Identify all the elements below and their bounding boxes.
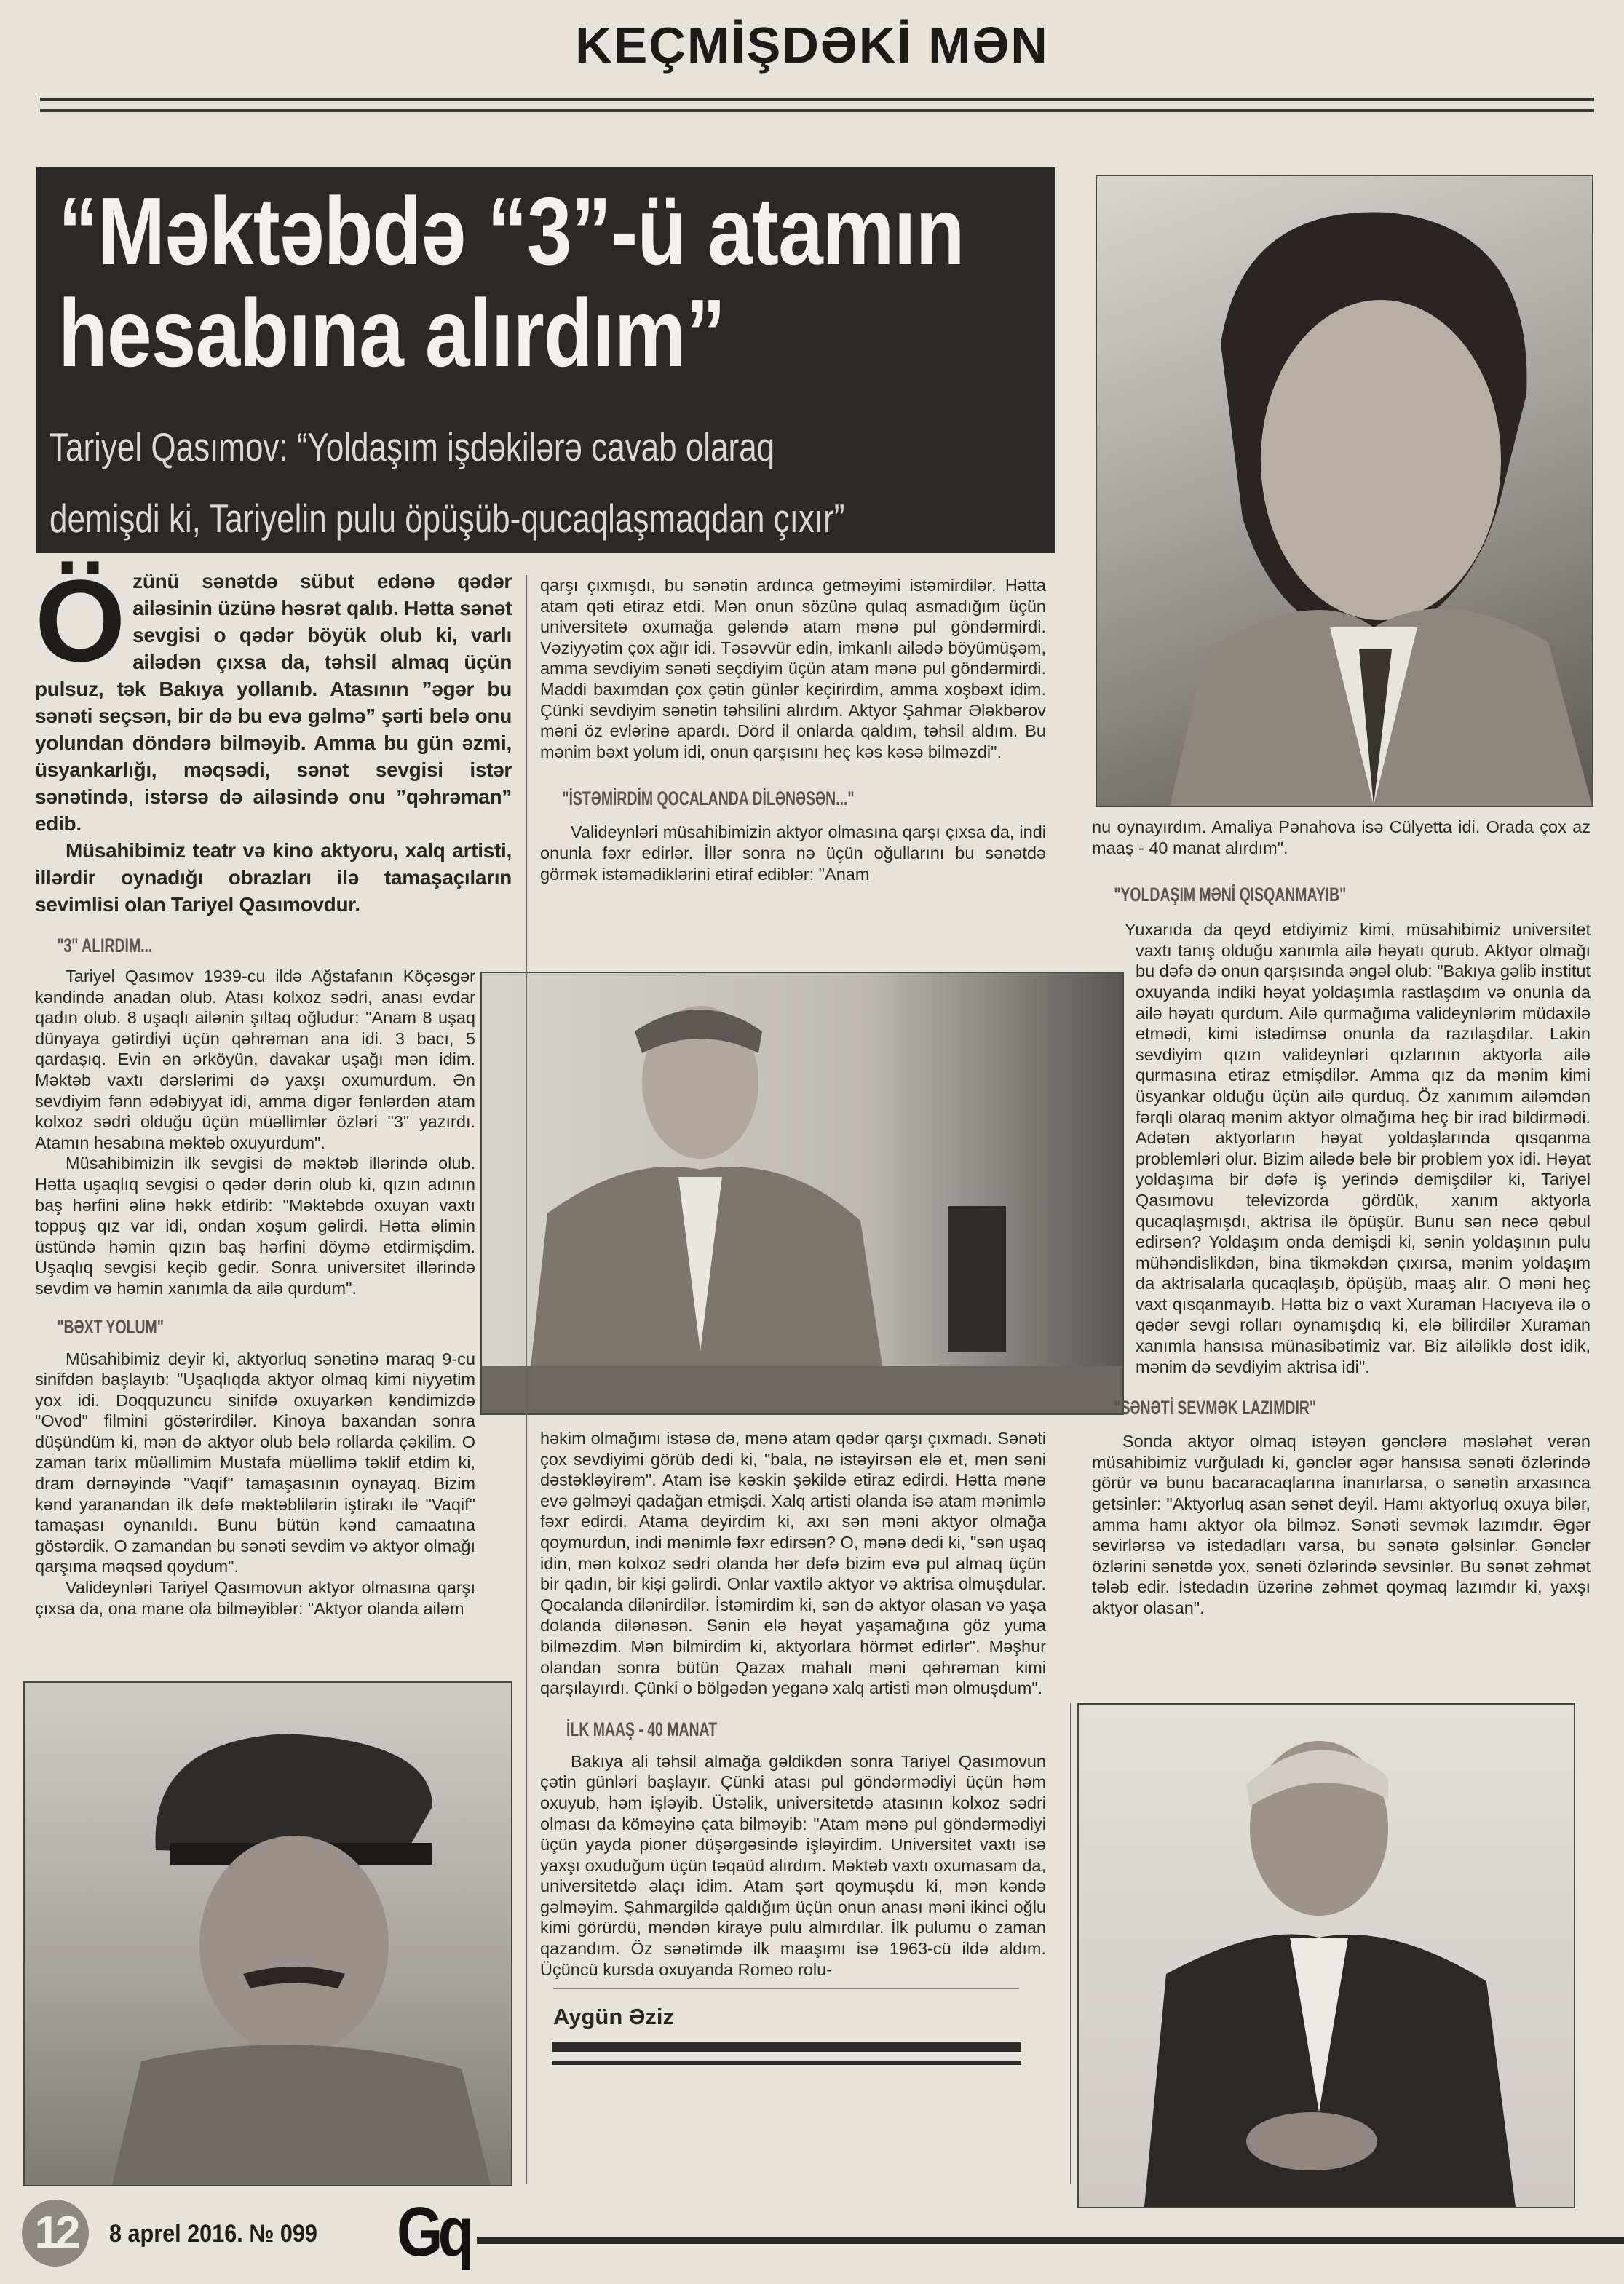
newspaper-logo: Gq: [397, 2193, 470, 2271]
portrait-silhouette-icon: [1097, 176, 1592, 806]
issue-date: 8 aprel 2016. № 099: [109, 2220, 317, 2248]
photo-young-portrait: [1096, 175, 1593, 807]
page-number: 12: [22, 2200, 89, 2267]
headline-line-1: “Məktəbdə “3”-ü atamın: [58, 178, 965, 285]
subheading-seneti-sevmek: "SƏNƏTİ SEVMƏK LAZIMDIR": [1114, 1397, 1317, 1419]
paragraph: Valideynləri Tariyel Qasımovun aktyor olmasına qarşı çıxsa da, ona mane ola bilməyiblər: "Aktyor olanda ailəm: [35, 1578, 475, 1618]
headline-subtitle: [49, 411, 853, 553]
officer-silhouette-icon: [25, 1683, 511, 2185]
column-rule-left: [526, 575, 527, 2184]
lead-text: zünü sənətdə sübut edənə qədər ailəsinin üzünə həsrət qalıb. Hətta sənət sevgisi o qədər böyük olub ki, varlı ailədən çıxsa da, təhsil almaq üçün pulsuz, tək Bakıya yollanıb. Atasının ”əgər bu sənəti seçsən, bir də bu evə gəlmə” şərti belə onu yolundan döndərə bilməyib. Amma bu gün əzmi, üsyankarlığı, məqsədi, sənət sevgisi istər sənətində, istərsə də ailəsində onu ”qəhrəman” edib.: [35, 570, 512, 835]
author-name: Aygün Əziz: [553, 2004, 675, 2030]
paragraph: həkim olmağımı istəsə də, mənə atam qədər qarşı çıxmadı. Sənəti çox sevdiyimi görüb dedi ki, "bala, nə istəyirsən elə et, mən səni dəstəkləyirəm". Atam isə kəskin şəkildə etiraz edirdi. Hətta mənə evə gəlməyi qadağan etmişdi. Xalq artisti olanda isə atam mənimlə fəxr edirdi. Atama deyirdim ki, axı sən məni aktyor olmağa qoymurdun, indi mənimlə fəxr edirsən? O, mənə dedi ki, "sən uşaq idin, mən kolxoz sədri olanda hər dəfə bizim evə pul almaq üçün bir qadın, bir kişi gəlirdi. Onlar vaxtilə aktyor və aktrisa olmuşdular. Qocalanda dilənirdilər. İstəmirdim ki, sən də aktyor olasan və yaşa dolanda dilənəsən. Sənin elə həyat yaşamağına göz yuma bilməzdim. Mən bilmirdim ki, aktyorlara hörmət edirlər". Məşhur olandan sonra bütün Qazax mahalı məni qəhrəman kimi qarşılayırdı. Çünki o bölgədən yeganə xalq artisti mən olmuşdum".: [540, 1429, 1046, 1698]
paragraph: Müsahibimizin ilk sevgisi də məktəb illərində olub. Hətta uşaqlıq sevgisi o qədər dərin olub ki, qızın adının baş hərfini əlinə həkk etdirib: "Məktəbdə oxuyan vaxtı toppuş qız var idi, ondan xoşum gəlirdi. Hətta əlimin üstündə həmin qızın baş hərfini döymə etdirmişdim. Uşaqlıq sevgisi keçib gedir. Sonra universitet illərində sevdim və həmin xanımla da ailə qurdum".: [35, 1154, 475, 1298]
paragraph: nu oynayırdım. Amaliya Pənahova isə Cülyetta idi. Orada çox az maaş - 40 manat alırdım".: [1092, 817, 1591, 857]
subheading-3-alirdim: "3" ALIRDIM...: [57, 935, 153, 956]
subheading-ilk-maas: İLK MAAŞ - 40 MANAT: [566, 1718, 717, 1740]
column-1-body: [35, 934, 475, 1619]
subtitle-line-1: Tariyel Qasımov: “Yoldaşım işdəkilərə cavab olaraq: [49, 424, 775, 469]
smiling-man-silhouette-icon: [1079, 1705, 1574, 2207]
column-rule-right: [1070, 1703, 1071, 2184]
headline: [58, 178, 965, 386]
column-3-body: [1092, 817, 1591, 1619]
column-2-top: [540, 575, 1046, 884]
paragraph: Sonda aktyor olmaq istəyən gənclərə məsləhət verən müsahibimiz vurğuladı ki, gənclər əgər hansısa sənəti özlərində görür və bunu bacaracaqlarına inanırlarsa, o sənətin arxasınca getsinlər: "Aktyorluq asan sənət deyil. Hamı aktyorluq oxuya bilər, amma hamı aktyor ola bilməz. Sənəti sevmək lazımdır. Əgər sevirlərsə və istedadları varsa, bu sənətə gəlsinlər. Gənclər özlərini sənətdə yox, sənəti özlərində sevsinlər. Bu sənət zəhmət tələb edir. İstedadın üzərinə zəhmət qoymaq lazımdır ki, yaxşı aktyor olasan".: [1092, 1432, 1591, 1617]
photo-recent-portrait: [1077, 1703, 1575, 2208]
subheading-bext-yolum: "BƏXT YOLUM": [57, 1315, 164, 1338]
paragraph: Valideynləri müsahibimizin aktyor olmasına qarşı çıxsa da, indi onunla fəxr edirlər. İllər sonra nə üçün oğullarını bu sənətdə görmək istəmədiklərini etiraf ediblər: "Anam: [540, 822, 1046, 884]
lead-text-2: Müsahibimiz teatr və kino aktyoru, xalq artisti, illərdir oynadığı obrazları ilə tamaşaçıların sevimlisi olan Tariyel Qasımovdur.: [35, 839, 512, 916]
drop-cap: Ö: [35, 555, 126, 686]
subheading-istemirdim: "İSTƏMİRDİM QOCALANDA DİLƏNƏSƏN...": [562, 788, 855, 810]
header-rule-top: [40, 98, 1594, 101]
column-2-bottom-wrap: [540, 1428, 1046, 2065]
subheading-yoldasim: "YOLDAŞIM MƏNİ QISQANMAYIB": [1114, 884, 1347, 906]
photo-at-desk: [480, 972, 1124, 1415]
author-bar-thin: [552, 2061, 1021, 2065]
section-title: KEÇMİŞDƏKİ MƏN: [575, 17, 1049, 74]
paragraph: Müsahibimiz deyir ki, aktyorluq sənətinə maraq 9-cu sinifdən başlayıb: "Uşaqlıqda aktyor olmaq kimi niyyətim yox idi. Doqquzuncu sinifdə oxuyarkən kəndimizdə "Ovod" filmini göstərirdilər. Kinoya baxandan sonra düşündüm ki, mən də aktyor olub belə rollarda çəkilim. O zaman tarix müəllimim Mustafa müəllimə təklif etdim ki, dram dərnəyində "Vaqif" tamaşasının oynayaq. Bizim kənd yaranandan ilk dəfə məktəblilərin iştirakı ilə "Vaqif" tamaşası oynanıldı. Bunu bütün kənd camaatına göstərdik. O zamandan bu sənəti sevdim və aktyor olmağı qarşıma məqsəd qoydum".: [35, 1349, 475, 1577]
headline-line-2: hesabına alırdım”: [58, 279, 726, 386]
column-2-bottom: [540, 1428, 1046, 1980]
column-1: [35, 555, 512, 1619]
author-bar-thick: [552, 2042, 1021, 2052]
headline-box: [36, 167, 1055, 553]
paragraph: Yuxarıda da qeyd etdiyimiz kimi, müsahibimiz universitet vaxtı tanış olduğu xanımla ailə həyatı qurub. Aktyor olmağı bu dəfə də onun qarşısında əngəl olub: "Bakıya gəlib institut oxuyanda indiki həyat yoldaşımla rastlaşdım və onunla da ailə həyatı qurdum. Ailə qurmağıma valideynlərim müdaxilə etmədi, kimi istədimsə onunla da razılaşdılar. Lakin sevdiyim qızın valideynləri qızlarının aktyorla ailə qurmasına etiraz etmişdilər. Amma qız da mənim kimi üsyankar olduğu üçün ailə qurduq. Öz xanımım ailəmdən fərqli olaraq mənim aktyor olmağıma heç bir irad bildirmədi. Adətən aktyorların həyat yoldaşlarında qısqanma problemləri olur. Bizim ailədə belə bir problem yox idi. Həyat yoldaşıma bir dəfə iş yerində demişdilər ki, Tariyel Qasımovu televizorda gördük, xanım aktyorla qucaqlaşmışdı, aktrisa ilə öpüşür. Bunu sən necə qəbul edirsən? Yoldaşım onda demişdi ki, sənin yoldaşının pulu mühəndislikdən, bina tikməkdən çıxırsa, mənim yoldaşım da aktrisalarla qucaqlaşıb, öpüşüb, maaş alır. O məni heç vaxt qısqanmayıb. Hətta biz o vaxt Xuraman Hacıyeva ilə o qədər sevgi rolları oynamışdıq ki, elə bilirdilər Xuraman xanımla hansısa münasibətimiz var. Biz ailəliklə dost idik, mənim də sevdiyim aktrisa idi".: [1125, 920, 1591, 1376]
paragraph: qarşı çıxmışdı, bu sənətin ardınca getməyimi istəmirdilər. Hətta atam qəti etiraz etdi. Mən onun sözünə qulaq asmadığım üçün universitetə oxumağa gələndə atam mənə pul göndərmirdi. Vəziyyətim çox ağır idi. Təsəvvür edin, imkanlı ailədə böyümüşəm, amma sevdiyim sənəti seçdiyim üçün atam mənə pul göndərmirdi. Maddi baxımdan çox çətin günlər keçirirdim, amma xoşbəxt idim. Çünki sevdiyim sənətin təhsilini alırdım. Aktyor Şahmar Ələkbərov məni öz evlərinə apardı. Dörd il onlarda qaldım, təhsil aldım. Bu mənim bəxt yolum idi, onun qarşısını heç kəs kəsə bilməzdi".: [540, 576, 1046, 761]
lead-paragraph: [35, 555, 512, 918]
author-rule-top: [553, 1988, 1019, 1989]
man-at-desk-silhouette-icon: [482, 973, 1122, 1413]
subtitle-line-2: demişdi ki, Tariyelin pulu öpüşüb-qucaqlaşmaqdan çıxır”: [49, 496, 845, 541]
footer-rule: [477, 2237, 1624, 2244]
paragraph: Tariyel Qasımov 1939-cu ildə Ağstafanın Köçəsgər kəndində anadan olub. Atası kolxoz sədri, anası evdar qadın olub. 8 uşaqlı ailənin şıltaq oğludur: "Anam 8 uşaq dünyaya gətirdiyi üçün qəhrəman ana idi. 3 bacı, 5 qardaşıq. Evin ən ərköyün, davakar uşağı mən idim. Məktəb vaxtı dərslərimi də yaxşı oxumurdum. Ən sevdiyim fənn ədəbiyyat idi, amma digər fənlərdən atam kolxoz sədri olduğu üçün müəllimlər özləri "3" yazırdı. Atamın hesabına məktəb oxuyurdum".: [35, 967, 475, 1152]
paragraph: Bakıya ali təhsil almağa gəldikdən sonra Tariyel Qasımovun çətin günləri başlayır. Çünki atası pul göndərmədiyi üçün həm oxuyub, həm işləyib. Üstəlik, universitetdə atasının kolxoz sədri olması da köməyinə çata bilməyib: "Atam mənə pul göndərmədiyi üçün yayda pioner düşərgəsində işləyirdim. Universitet vaxtı isə yaxşı oxuduğum üçün təqaüd alırdım. Məktəb vaxtı oxumasam da, universitetdə əlaçı idim. Atam şərt qoymuşdu ki, mən kəndə gəlməyim. Şahmargildə qaldığım üçün onun anası məni ikinci oğlu kimi görürdü, məndən kirayə pulu almırdılar. İlk pulumu o zaman qazandım. Öz sənətimdə ilk maaşımı isə 1963-cü ildə aldım. Üçüncü kursda oxuyanda Romeo rolu-: [540, 1751, 1046, 1979]
photo-military-uniform: [23, 1681, 512, 2186]
header-rule-bottom: [40, 109, 1594, 112]
